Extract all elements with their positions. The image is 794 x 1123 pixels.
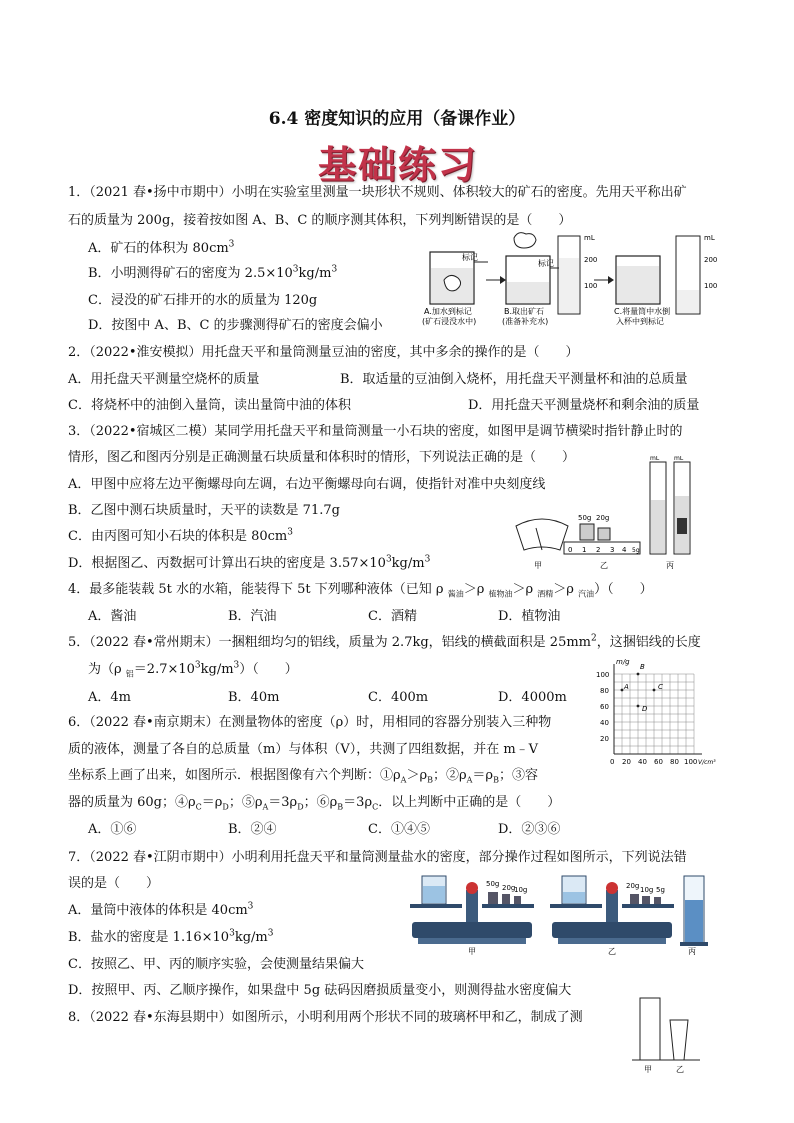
q3-s5: 5g [632,547,640,554]
q6-option-a[interactable]: A．①⑥ [88,822,137,837]
q3-label-jia: 甲 [534,561,542,570]
q7-option-c[interactable]: C．按照乙、甲、丙的顺序实验，会使测量结果偏大 [68,957,364,972]
q1-label-b2: (准备补充水) [502,317,549,326]
q8-figure [628,994,708,1078]
q1-label-a2: (矿石浸没水中) [422,317,477,326]
q3-stem-line2: 情形，图乙和图丙分别是正确测量石块质量和体积时的情形，下列说法正确的是（ ） [68,450,576,465]
q6-y60: 60 [600,703,609,711]
q3-ml-2: mL [674,456,684,462]
q1-stem-line2: 石的质量为 200g，接着按如图 A、B、C 的顺序测其体积，下列判断错误的是（ ） [68,213,572,228]
q3-s3: 3 [610,546,615,554]
q1-stem-line1: 1．（2021 春•扬中市期中）小明在实验室里测量一块形状不规则、体积较大的矿石的密度。先用天平称出矿 [68,185,687,200]
q5-stem-line1: 5．（2022 春•常州期末）一捆粗细均匀的铝线，质量为 2.7kg，铝线的横截面积是 $25mm^2$，这捆铝线的长度 [68,633,701,650]
q1-option-a[interactable]: A．矿石的体积为 $80cm^3$ [88,239,235,256]
q3-s2: 2 [596,546,601,554]
q3-ml-1: mL [650,456,660,462]
q5-option-a[interactable]: A．4m [88,690,131,705]
q6-x40: 40 [638,758,647,766]
q6-x0: 0 [610,758,615,766]
q1-t200-1: 200 [584,256,598,264]
q6-ylabel: m/g [616,658,630,666]
q3-option-b[interactable]: B．乙图中测石块质量时，天平的读数是 71.7g [68,503,340,518]
q5-option-c[interactable]: C．400m [368,690,429,705]
q6-xlabel: V/cm³ [698,759,716,766]
q6-x80: 80 [670,758,679,766]
q6-point-a: A [624,683,629,691]
q7-label-bing: 丙 [688,947,696,956]
q3-s1: 1 [582,546,587,554]
q1-t100-2: 100 [704,282,718,290]
q8-label-jia: 甲 [644,1065,652,1074]
q6-stem-line4: 器的质量为 60g；$④\rho_C=\rho_D$；$⑤\rho_A=3\rho_D$；$⑥\rho_B=3\rho_C$．以上判断中正确的是（ ） [68,795,561,812]
q4-stem: 4．最多能装载 5t 水的水箱，能装得下 5t 下列哪种液体（已知 ρ $_{酱油}$＞ρ $_{植物油}$＞ρ $_{酒精}$＞ρ $_{汽油}$）（ ） [68,582,653,599]
q8-label-yi: 乙 [676,1065,684,1074]
page-title: 6.4 密度知识的应用（备课作业） [268,109,526,129]
q1-label-c2: 入杯中到标记 [616,317,664,326]
q6-point-d: D [642,705,648,713]
q7-w10a: 10g [514,886,528,894]
q6-stem-line3: 坐标系上画了出来，如图所示．根据图像有六个判断：$①\rho_A>\rho_B$；$②\rho_A=\rho_B$；③容 [68,768,538,785]
q1-ml-1: mL [584,234,595,242]
q5-option-b[interactable]: B．40m [228,690,280,705]
q3-s0: 0 [568,546,573,554]
q6-stem-line1: 6．（2022 春•南京期末）在测量物体的密度（ρ）时，用相同的容器分别装入三种物 [68,715,552,730]
q1-option-c[interactable]: C．浸没的矿石排开的水的质量为 120g [88,293,318,308]
q1-label-a: A.加水到标记 [424,307,472,316]
q7-stem-line2: 误的是（ ） [68,876,160,891]
q7-w5: 5g [656,886,665,894]
q7-stem-line1: 7．（2022 春•江阴市期中）小明利用托盘天平和量筒测量盐水的密度，部分操作过程如图所示，下列说法错 [68,850,687,865]
q1-t200-2: 200 [704,256,718,264]
q4-option-a[interactable]: A．酱油 [88,609,137,624]
q6-y20: 20 [600,735,609,743]
q1-label-c: C.将量筒中水倒 [614,307,671,316]
q1-figure [418,228,728,330]
q3-label-bing: 丙 [666,561,674,570]
q3-w20: 20g [596,514,610,522]
q6-y40: 40 [600,719,609,727]
q1-label-b: B.取出矿石 [504,307,545,316]
q8-stem: 8．（2022 春•东海县期中）如图所示，小明利用两个形状不同的玻璃杯甲和乙，制成了测 [68,1010,583,1025]
q2-stem: 2．（2022•淮安模拟）用托盘天平和量筒测量豆油的密度，其中多余的操作的是（ ） [68,345,579,360]
q3-w50: 50g [578,514,592,522]
q4-option-c[interactable]: C．酒精 [368,609,417,624]
q7-option-a[interactable]: A．量筒中液体的体积是 $40cm^3$ [68,901,254,918]
q6-x20: 20 [622,758,631,766]
q7-w10b: 10g [640,886,654,894]
q6-y100: 100 [596,671,610,679]
q3-option-c[interactable]: C．由丙图可知小石块的体积是 $80cm^3$ [68,527,293,544]
q4-option-d[interactable]: D．植物油 [498,609,561,624]
q7-label-jia: 甲 [468,947,476,956]
q6-option-d[interactable]: D．②③⑥ [498,822,561,837]
q6-stem-line2: 质的液体，测量了各自的总质量（m）与体积（V），共测了四组数据，并在 m﹣V [68,742,539,757]
q7-label-yi: 乙 [608,947,616,956]
q2-option-c[interactable]: C．将烧杯中的油倒入量筒，读出量筒中油的体积 [68,398,351,413]
q3-option-d[interactable]: D．根据图乙、丙数据可计算出石块的密度是 $3.57\times 10^3kg/m^3$ [68,554,431,571]
q7-w20a: 20g [502,884,516,892]
q2-option-b[interactable]: B．取适量的豆油倒入烧杯，用托盘天平测量杯和油的总质量 [340,372,688,387]
q1-mark-a: 标记 [462,253,478,262]
section-banner: 基础练习 [318,143,479,187]
q6-point-c: C [658,683,663,691]
q2-option-d[interactable]: D．用托盘天平测量烧杯和剩余油的质量 [468,398,700,413]
q6-x60: 60 [654,758,663,766]
q6-graph [590,656,730,768]
q1-option-b[interactable]: B．小明测得矿石的密度为 $2.5\times 10^3kg/m^3$ [88,264,338,281]
q3-s4: 4 [622,546,627,554]
q7-w50: 50g [486,880,500,888]
q5-stem-line2: 为（ρ $_铝=2.7\times 10^3kg/m^3$）（ ） [88,660,298,679]
q7-w20b: 20g [626,882,640,890]
q6-point-b: B [640,663,645,671]
q1-mark-b: 标记 [538,259,554,268]
q1-option-d[interactable]: D．按图中 A、B、C 的步骤测得矿石的密度会偏小 [88,318,383,333]
q5-option-d[interactable]: D．4000m [498,690,567,705]
q3-option-a[interactable]: A．甲图中应将左边平衡螺母向左调，右边平衡螺母向右调，使指针对准中央刻度线 [68,477,546,492]
q3-figure [508,456,708,574]
q7-figure [408,866,728,956]
q4-option-b[interactable]: B．汽油 [228,609,277,624]
q2-option-a[interactable]: A．用托盘天平测量空烧杯的质量 [68,372,260,387]
q3-label-yi: 乙 [600,561,608,570]
q1-ml-2: mL [704,234,715,242]
q6-x100: 100 [684,758,698,766]
q6-option-b[interactable]: B．②④ [228,822,277,837]
q7-option-b[interactable]: B．盐水的密度是 $1.16\times 10^3kg/m^3$ [68,928,274,945]
q6-y80: 80 [600,687,609,695]
q3-stem-line1: 3．（2022•宿城区二模）某同学用托盘天平和量筒测量一小石块的密度，如图甲是调节横梁时指针静止时的 [68,424,683,439]
q7-option-d[interactable]: D．按照甲、丙、乙顺序操作，如果盘中 5g 砝码因磨损质量变小，则测得盐水密度偏大 [68,983,572,998]
q6-option-c[interactable]: C．①④⑤ [368,822,430,837]
q1-t100-1: 100 [584,282,598,290]
